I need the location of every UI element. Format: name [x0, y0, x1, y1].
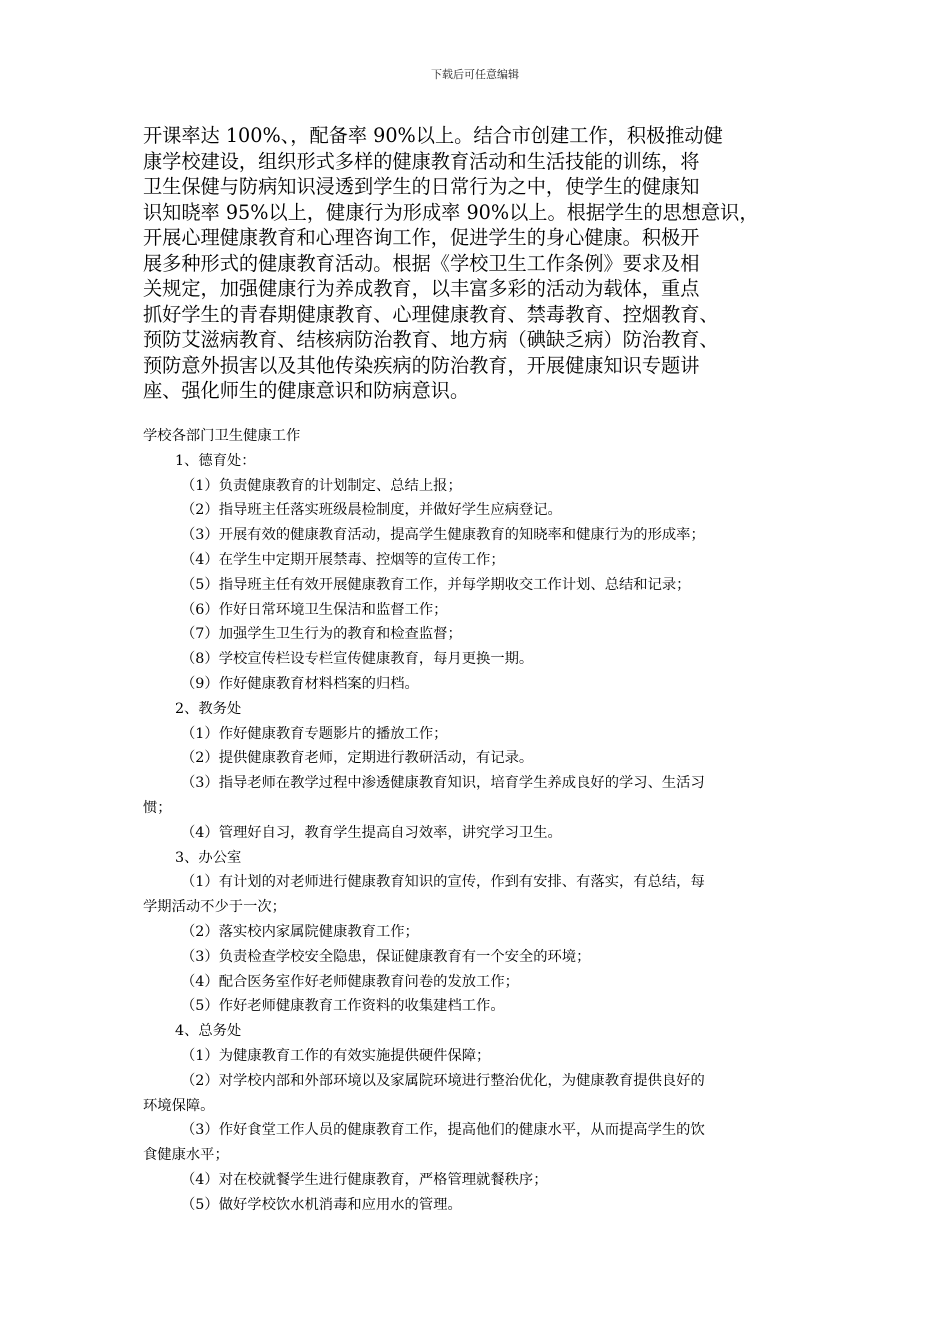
- duty-item: （5）指导班主任有效开展健康教育工作，并每学期收交工作计划、总结和记录；: [181, 576, 691, 593]
- page-header: 下载后可任意编辑: [431, 68, 519, 81]
- paragraph-line: 识知晓率 95%以上，健康行为形成率 90%以上。根据学生的思想意识，: [143, 200, 759, 224]
- paragraph-line: 康学校建设，组织形式多样的健康教育活动和生活技能的训练，将: [143, 149, 700, 173]
- duty-item: （4）在学生中定期开展禁毒、控烟等的宣传工作；: [181, 551, 505, 568]
- duty-item: （2）落实校内家属院健康教育工作；: [181, 923, 419, 940]
- duty-item: （5）做好学校饮水机消毒和应用水的管理。: [181, 1196, 462, 1213]
- duty-item: （4）配合医务室作好老师健康教育问卷的发放工作；: [181, 973, 519, 990]
- duty-item: （2）提供健康教育老师，定期进行教研活动，有记录。: [181, 750, 534, 767]
- paragraph-line: 卫生保健与防病知识浸透到学生的日常行为之中，使学生的健康知: [143, 175, 700, 198]
- department-title: 2、教务处: [175, 700, 242, 717]
- duty-item: （5）作好老师健康教育工作资料的收集建档工作。: [181, 998, 505, 1015]
- duty-item-continuation: 食健康水平；: [143, 1147, 229, 1164]
- duty-item: （2）对学校内部和外部环境以及家属院环境进行整治优化，为健康教育提供良好的: [181, 1072, 705, 1089]
- duty-item-continuation: 学期活动不少于一次；: [143, 899, 286, 916]
- duty-item: （3）负责检查学校安全隐患，保证健康教育有一个安全的环境；: [181, 948, 591, 965]
- paragraph-line: 开展心理健康教育和心理咨询工作，促进学生的身心健康。积极开: [143, 226, 700, 249]
- duty-item: （1）为健康教育工作的有效实施提供硬件保障；: [181, 1047, 491, 1064]
- duty-item: （8）学校宣传栏设专栏宣传健康教育，每月更换一期。: [181, 651, 534, 668]
- duty-item-continuation: 环境保障。: [143, 1097, 215, 1114]
- duty-item: （6）作好日常环境卫生保洁和监督工作；: [181, 601, 448, 618]
- duty-item-continuation: 惯；: [143, 799, 172, 816]
- duty-item: （4）管理好自习，教育学生提高自习效率，讲究学习卫生。: [181, 824, 562, 841]
- duty-item: （4）对在校就餐学生进行健康教育，严格管理就餐秩序；: [181, 1171, 548, 1188]
- duty-item: （9）作好健康教育材料档案的归档。: [181, 675, 419, 692]
- duty-item: （2）指导班主任落实班级晨检制度，并做好学生应病登记。: [181, 502, 562, 519]
- paragraph-line: 展多种形式的健康教育活动。根据《学校卫生工作条例》要求及相: [143, 251, 700, 275]
- paragraph-line: 关规定，加强健康行为养成教育，以丰富多彩的活动为载体，重点: [143, 277, 700, 300]
- duty-item: （1）作好健康教育专题影片的播放工作；: [181, 725, 448, 742]
- duty-item: （1）有计划的对老师进行健康教育知识的宣传，作到有安排、有落实，有总结，每: [181, 874, 705, 891]
- department-title: 3、办公室: [175, 849, 242, 866]
- paragraph-line: 预防意外损害以及其他传染疾病的防治教育，开展健康知识专题讲: [143, 353, 700, 377]
- paragraph-line: 预防艾滋病教育、结核病防治教育、地方病（碘缺乏病）防治教育、: [143, 328, 719, 351]
- paragraph-line: 座、强化师生的健康意识和防病意识。: [143, 379, 470, 402]
- section-title: 学校各部门卫生健康工作: [143, 428, 301, 444]
- department-list: [143, 449, 803, 1218]
- main-paragraph: [143, 123, 819, 404]
- duty-item: （3）作好食堂工作人员的健康教育工作，提高他们的健康水平，从而提高学生的饮: [181, 1122, 705, 1139]
- paragraph-line: 开课率达 100%、，配备率 90%以上。结合市创建工作，积极推动健: [143, 124, 723, 147]
- duty-item: （3）指导老师在教学过程中渗透健康教育知识，培育学生养成良好的学习、生活习: [181, 775, 705, 792]
- duty-item: （3）开展有效的健康教育活动，提高学生健康教育的知晓率和健康行为的形成率；: [181, 527, 705, 544]
- duty-item: （7）加强学生卫生行为的教育和检查监督；: [181, 626, 462, 643]
- department-title: 4、总务处: [175, 1023, 242, 1040]
- department-section: [143, 424, 803, 1218]
- duty-item: （1）负责健康教育的计划制定、总结上报；: [181, 477, 462, 494]
- department-title: 1、德育处：: [175, 452, 256, 469]
- paragraph-line: 抓好学生的青春期健康教育、心理健康教育、禁毒教育、控烟教育、: [143, 302, 719, 326]
